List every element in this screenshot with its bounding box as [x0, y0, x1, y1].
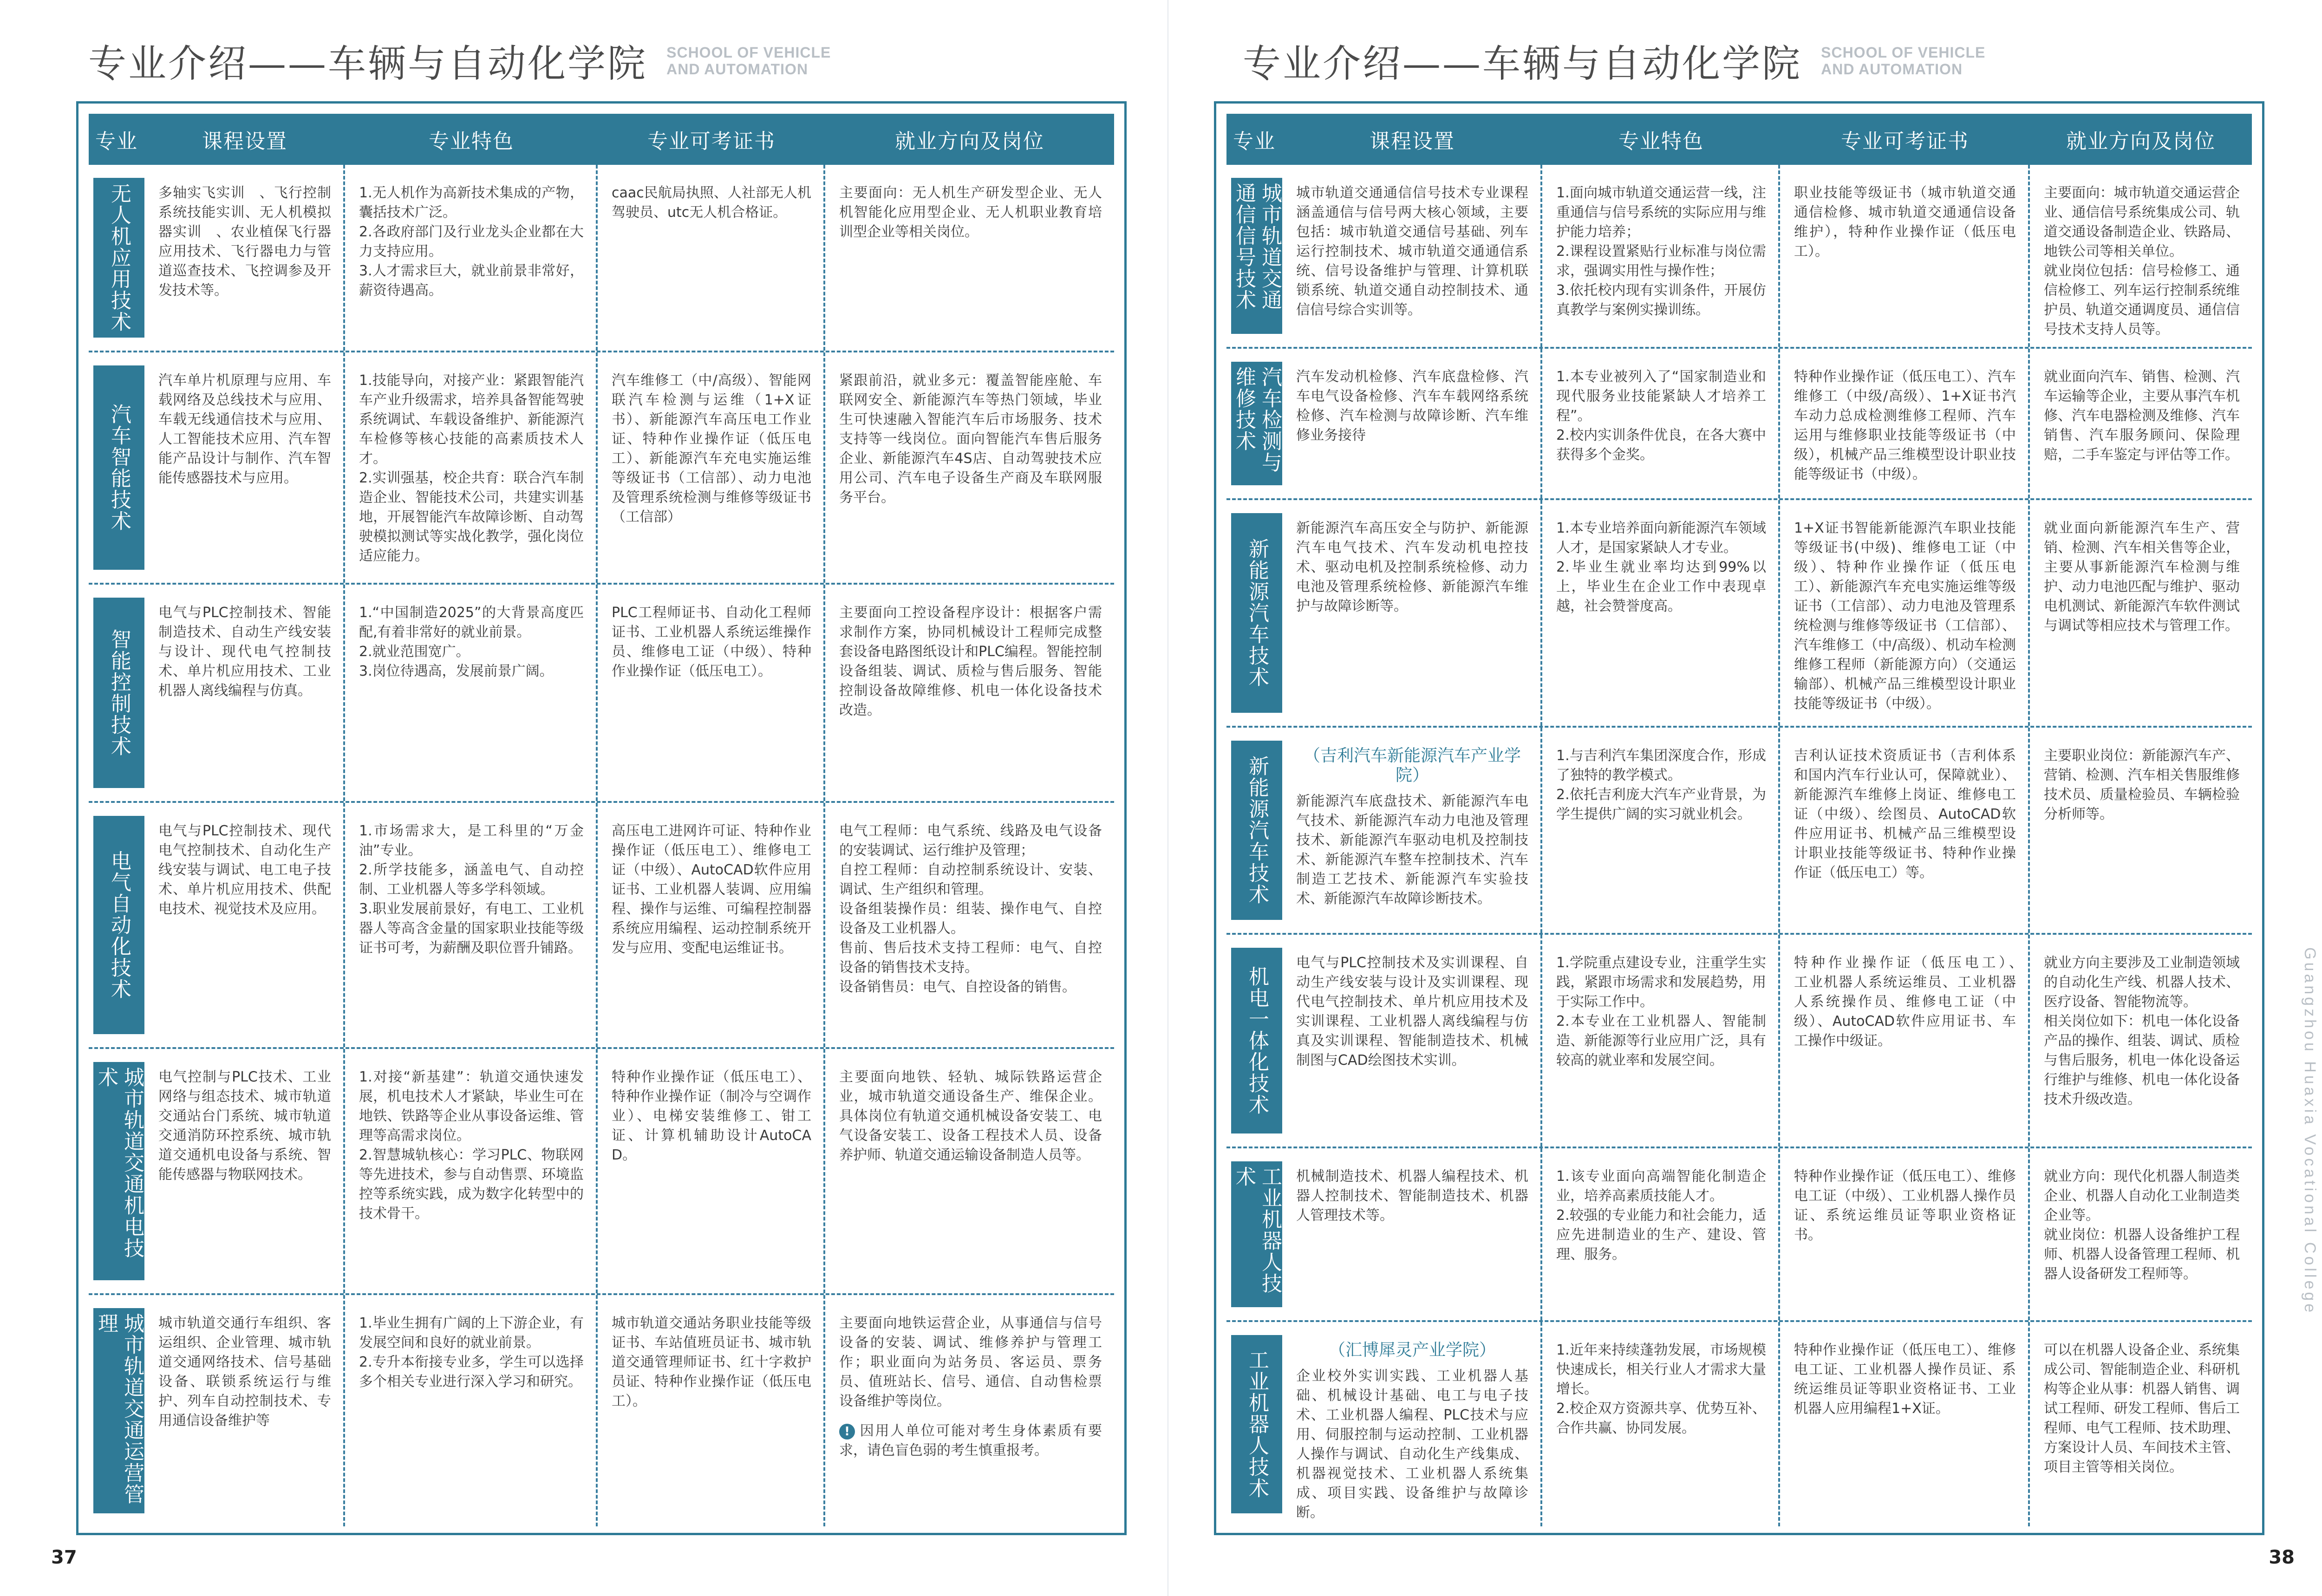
english-subtitle: SCHOOL OF VEHICLE AND AUTOMATION — [1821, 44, 1986, 78]
table-row — [89, 1047, 1114, 1293]
jobs-cell: 主要面向地铁运营企业，从事通信与信号设备的安装、调试、维修养护与管理工作；职业面向为站务员、客运员、票务员、值班站长、信号、通信、自动售检票设备维护等岗位。 ! 因用人单位可能对考生身体素质有要求，请色盲色弱的考生慎重报考。 — [825, 1295, 1114, 1526]
major-label: 智能控制技术 — [93, 598, 144, 788]
courses-cell: （汇博犀灵产业学院） 企业校外实训实践、工业机器人基础、机械设计基础、电工与电子技术、工业机器人编程、PLC技术与应用、伺服控制与运动控制、工业机器人操作与调试、自动化生产线集成、机器视觉技术、工业机器人系统集成、项目实践、设备维护与故障诊断。 — [1282, 1322, 1542, 1526]
major-label: 工业机器人技术 — [1231, 1161, 1282, 1307]
major-label: 汽车智能技术 — [93, 365, 144, 570]
jobs-cell: 主要面向地铁、轻轨、城际铁路运营企业，城市轨道交通设备生产、维保企业。具体岗位有轨道交通机械设备安装工、电气设备安装工、设备工程技术人员、设备养护师、轨道交通运输设备制造人员等。 — [839, 1069, 1102, 1163]
admission-note: ! 因用人单位可能对考生身体素质有要求，请色盲色弱的考生慎重报考。 — [839, 1423, 1102, 1459]
table-header — [1226, 114, 2252, 165]
page-header — [88, 33, 831, 94]
right-page — [1168, 0, 2322, 1596]
table-row — [89, 801, 1114, 1047]
jobs-cell: 就业方向：现代化机器人制造类企业、机器人自动化工业制造类企业等。 就业岗位：机器人设备维护工程师、机器人设备管理工程师、机器人设备研发工程师等。 — [2044, 1168, 2240, 1282]
page-header — [1243, 33, 1985, 94]
header-courses: 课程设置 — [202, 130, 287, 153]
page-title: 专业介绍——车辆与自动化学院 — [88, 42, 648, 86]
courses-cell: 电气与PLC控制技术及实训课程、自动生产线安装与设计及实训课程、现代电气控制技术、单片机应用技术及实训课程、工业机器人离线编程与仿真及实训课程、智能制造技术、机械制图与CAD绘图技术实训。 — [1282, 935, 1542, 1147]
features-cell: 1.本专业被列入了“国家制造业和现代服务业技能紧缺人才培养工程”。 2.校内实训条件优良，在各大赛中获得多个金奖。 — [1542, 349, 1780, 498]
table-row — [1226, 726, 2252, 933]
table-row — [89, 1293, 1114, 1526]
table-row — [89, 351, 1114, 583]
certificates-cell: 汽车维修工（中/高级）、智能网联汽车检测与运维（1+X证书）、新能源汽车高压电工作业证、特种作业操作证（低压电工）、新能源汽车充电实施运维等级证书（工信部）、动力电池及管理系统检测与维修等级证书（工信部） — [598, 352, 825, 583]
page-title: 专业介绍——车辆与自动化学院 — [1243, 42, 1802, 86]
features-cell: 1.与吉利汽车集团深度合作，形成了独特的教学模式。 2.依托吉利庞大汽车产业背景，为学生提供广阔的实习就业机会。 — [1542, 728, 1780, 933]
table-row — [1226, 498, 2252, 726]
jobs-cell: 主要职业岗位：新能源汽车产、营销、检测、汽车相关售服维修技术员、质量检验员、车辆检验分析师等。 — [2044, 748, 2240, 822]
header-courses: 课程设置 — [1370, 130, 1455, 153]
features-cell: 1.面向城市轨道交通运营一线，注重通信与信号系统的实际应用与维护能力培养； 2.课程设置紧贴行业标准与岗位需求，强调实用性与操作性； 3.依托校内现有实训条件，开展仿真教学与案例实操训练。 — [1542, 165, 1780, 347]
major-label: 汽车检测与维修技术 — [1231, 362, 1282, 485]
industry-college-name: （吉利汽车新能源汽车产业学院） — [1303, 746, 1521, 785]
major-label: 机电一体化技术 — [1231, 948, 1282, 1133]
courses-cell: 电气与PLC控制技术、智能制造技术、自动生产线安装与设计、现代电气控制技术、单片机应用技术、工业机器人离线编程与仿真。 — [144, 585, 345, 801]
industry-college-name: （汇博犀灵产业学院） — [1328, 1341, 1496, 1360]
table-row — [89, 583, 1114, 801]
features-cell: 1.市场需求大，是工科里的“万金油”专业。 2.所学技能多，涵盖电气、自动控制、工业机器人等多学科领域。 3.职业发展前景好，有电工、工业机器人等高含金量的国家职业技能等级证书可考，为薪酬及职位晋升铺路。 — [345, 803, 598, 1047]
header-certificates: 专业可考证书 — [647, 130, 776, 153]
courses-cell: 电气控制与PLC技术、工业网络与组态技术、城市轨道交通站台门系统、城市轨道交通消防环控系统、城市轨道交通机电设备与系统、智能传感器与物联网技术。 — [144, 1049, 345, 1293]
table-row — [1226, 347, 2252, 498]
certificates-cell: caac民航局执照、人社部无人机驾驶员、utc无人机合格证。 — [598, 165, 825, 351]
jobs-cell: 紧跟前沿，就业多元：覆盖智能座舱、车联网安全、新能源汽车等热门领域，毕业生可快速融入智能汽车后市场服务、技术支持等一线岗位。面向智能汽车售后服务企业、新能源汽车4S店、自动驾驶技术应用公司、汽车电子设备生产商及车联网服务平台。 — [839, 372, 1102, 506]
header-major: 专业 — [1233, 130, 1276, 153]
features-cell: 1.技能导向，对接产业：紧跟智能汽车产业升级需求，培养具备智能驾驶系统调试、车载设备维护、新能源汽车检修等核心技能的高素质技术人才。 2.实训强基，校企共育：联合汽车制造企业、智能技术公司，共建实训基地，开展智能汽车故障诊断、自动驾驶模拟测试等实战化教学，强化岗位适应能力。 — [345, 352, 598, 583]
major-label: 城市轨道交通机电技术 — [93, 1062, 144, 1280]
features-cell: 1.近年来持续蓬勃发展，市场规模快速成长，相关行业人才需求大量增长。 2.校企双方资源共享、优势互补、合作共赢、协同发展。 — [1542, 1322, 1780, 1526]
english-subtitle: SCHOOL OF VEHICLE AND AUTOMATION — [666, 44, 831, 78]
features-cell: 1.毕业生拥有广阔的上下游企业，有发展空间和良好的就业前景。 2.专升本衔接专业多，学生可以选择多个相关专业进行深入学习和研究。 — [345, 1295, 598, 1526]
features-cell: 1.“中国制造2025”的大背景高度匹配,有着非常好的就业前景。 2.就业范围宽广。 3.岗位待遇高，发展前景广阔。 — [345, 585, 598, 801]
jobs-cell: 可以在机器人设备企业、系统集成公司、智能制造企业、科研机构等企业从事：机器人销售、调试工程师、研发工程师、售后工程师、电气工程师、技术助理、方案设计人员、车间技术主管、项目主管等相关岗位。 — [2044, 1342, 2240, 1475]
certificates-cell: 特种作业操作证（低压电工）、特种作业操作证（制冷与空调作业）、电梯安装维修工、钳工证、计算机辅助设计AutoCAD。 — [598, 1049, 825, 1293]
header-features: 专业特色 — [1618, 130, 1704, 153]
certificates-cell: 特种作业操作证（低压电工）、 工业机器人系统运维员、工业机器人系统操作员、维修电工证（中级）、AutoCAD软件应用证书、车工操作中级证。 — [1780, 935, 2030, 1147]
courses-cell: 新能源汽车高压安全与防护、新能源汽车电气技术、汽车发动机电控技术、驱动电机及控制系统检修、动力电池及管理系统检修、新能源汽车维护与故障诊断等。 — [1282, 500, 1542, 726]
header-jobs: 就业方向及岗位 — [895, 130, 1044, 153]
jobs-cell: 主要面向工控设备程序设计：根据客户需求制作方案，协同机械设计工程师完成整套设备电路图纸设计和PLC编程。智能控制设备组装、调试、质检与售后服务、智能控制设备故障维修、机电一体化设备技术改造。 — [839, 605, 1102, 718]
exclamation-icon: ! — [839, 1424, 855, 1440]
courses-cell: 汽车单片机原理与应用、车载网络及总线技术与应用、车载无线通信技术与应用、人工智能技术应用、汽车智能产品设计与制作、汽车智能传感器技术与应用。 — [144, 352, 345, 583]
certificates-cell: 高压电工进网许可证、特种作业操作证（低压电工）、维修电工证（中级）、AutoCAD软件应用证书、工业机器人装调、应用编程、操作与运维、可编程控制器系统应用编程、运动控制系统开发与应用、变配电运维证书。 — [598, 803, 825, 1047]
certificates-cell: PLC工程师证书、自动化工程师证书、工业机器人系统运维操作员、维修电工证（中级）、特种作业操作证（低压电工）。 — [598, 585, 825, 801]
jobs-cell: 主要面向：城市轨道交通运营企业、通信信号系统集成公司、轨道交通设备制造企业、铁路局、地铁公司等相关单位。 就业岗位包括：信号检修工、通信检修工、列车运行控制系统维护员、轨道交通调度员、通信信号技术支持人员等。 — [2044, 185, 2240, 338]
certificates-cell: 职业技能等级证书（城市轨道交通通信检修、城市轨道交通通信设备维护），特种作业操作证（低压电工）。 — [1780, 165, 2030, 347]
table-row — [1226, 1320, 2252, 1526]
header-certificates: 专业可考证书 — [1841, 130, 1969, 153]
major-table — [1214, 101, 2264, 1535]
major-label: 新能源汽车技术 — [1231, 513, 1282, 713]
courses-cell: （吉利汽车新能源汽车产业学院） 新能源汽车底盘技术、新能源汽车电气技术、新能源汽车动力电池及管理技术、新能源汽车驱动电机及控制技术、新能源汽车整车控制技术、汽车制造工艺技术、新能源汽车实验技术、新能源汽车故障诊断技术。 — [1282, 728, 1542, 933]
certificates-cell: 特种作业操作证（低压电工）、维修电工证（中级）、工业机器人操作员证、系统运维员证等职业资格证书。 — [1780, 1148, 2030, 1320]
jobs-cell: 就业方向主要涉及工业制造领域的自动化生产线、机器人技术、医疗设备、智能物流等。 相关岗位如下：机电一体化设备产品的操作、组装、调试、质检与售后服务，机电一体化设备运行维护与维修、机电一体化设备技术升级改造。 — [2044, 955, 2240, 1107]
header-features: 专业特色 — [429, 130, 514, 153]
jobs-cell: 电气工程师：电气系统、线路及电气设备的安装调试、运行维护及管理； 自控工程师：自动控制系统设计、安装、调试、生产组织和管理。 设备组装操作员：组装、操作电气、自控设备及工业机器人。 售前、售后技术支持工程师：电气、自控设备的销售技术支持。 设备销售员：电气、自控设备的销售。 — [839, 823, 1102, 995]
major-label: 城市轨道交通通信信号技术 — [1231, 178, 1282, 334]
page-number: 37 — [51, 1547, 77, 1568]
jobs-cell: 就业面向汽车、销售、检测、汽车运输等企业，主要从事汽车机修、汽车电器检测及维修、汽车销售、汽车服务顾问、保险理赔，二手车鉴定与评估等工作。 — [2044, 369, 2240, 463]
major-table — [76, 101, 1127, 1535]
courses-cell: 城市轨道交通行车组织、客运组织、企业管理、城市轨道交通网络技术、信号基础设备、联锁系统运行与维护、列车自动控制技术、专用通信设备维护等 — [144, 1295, 345, 1526]
certificates-cell: 城市轨道交通站务职业技能等级证书、车站值班员证书、城市轨道交通管理师证书、红十字救护员证、特种作业操作证（低压电工）。 — [598, 1295, 825, 1526]
certificates-cell: 特种作业操作证（低压电工）、维修电工证、工业机器人操作员证、系统运维员证等职业资格证书、工业机器人应用编程1+X证。 — [1780, 1322, 2030, 1526]
features-cell: 1.本专业培养面向新能源汽车领域人才，是国家紧缺人才专业。 2.毕业生就业率均达到99%以上，毕业生在企业工作中表现卓越，社会赞誉度高。 — [1542, 500, 1780, 726]
major-label: 无人机应用技术 — [93, 178, 144, 338]
features-cell: 1.对接“新基建”：轨道交通快速发展，机电技术人才紧缺，毕业生可在地铁、铁路等企业从事设备运维、管理等高需求岗位。 2.智慧城轨核心：学习PLC、物联网等先进技术，参与自动售票、环境监控等系统实践，成为数字化转型中的技术骨干。 — [345, 1049, 598, 1293]
courses-cell: 汽车发动机检修、汽车底盘检修、汽车电气设备检修、汽车车载网络系统检修、汽车检测与故障诊断、汽车维修业务接待 — [1282, 349, 1542, 498]
courses-cell: 电气与PLC控制技术、现代电气控制技术、自动化生产线安装与调试、电工电子技术、单片机应用技术、供配电技术、视觉技术及应用。 — [144, 803, 345, 1047]
jobs-cell: 就业面向新能源汽车生产、营销、检测、汽车相关售等企业，主要从事新能源汽车检测与维护、动力电池匹配与维护、驱动电机测试、新能源汽车软件测试与调试等相应技术与管理工作。 — [2044, 520, 2240, 634]
certificates-cell: 特种作业操作证（低压电工）、汽车维修工（中级/高级）、1+X证书汽车动力总成检测维修工程师、汽车运用与维修职业技能等级证书（中级），机械产品三维模型设计职业技能等级证书（中级）。 — [1780, 349, 2030, 498]
courses-cell: 多轴实飞实训 、飞行控制系统技能实训、无人机模拟器实训 、农业植保飞行器应用技术、飞行器电力与管道巡查技术、飞控调参及开发技术等。 — [144, 165, 345, 351]
header-major: 专业 — [95, 130, 138, 153]
features-cell: 1.学院重点建设专业，注重学生实践，紧跟市场需求和发展趋势，用于实际工作中。 2.本专业在工业机器人、智能制造、新能源等行业应用广泛，具有较高的就业率和发展空间。 — [1542, 935, 1780, 1147]
features-cell: 1.该专业面向高端智能化制造企业，培养高素质技能人才。 2.较强的专业能力和社会能力，适应先进制造业的生产、建设、管理、服务。 — [1542, 1148, 1780, 1320]
major-label: 工业机器人技术 — [1231, 1335, 1282, 1513]
courses-cell: 机械制造技术、机器人编程技术、机器人控制技术、智能制造技术、机器人管理技术等。 — [1282, 1148, 1542, 1320]
jobs-cell: 主要面向：无人机生产研发型企业、无人机智能化应用型企业、无人机职业教育培训型企业等相关岗位。 — [839, 185, 1102, 240]
page-number: 38 — [2269, 1547, 2295, 1568]
certificates-cell: 吉利认证技术资质证书（吉利体系和国内汽车行业认可，保障就业）、新能源汽车维修上岗证、维修电工证（中级）、绘图员、AutoCAD软件应用证书、机械产品三维模型设计职业技能等级证书、特种作业操作证（低压电工）等。 — [1780, 728, 2030, 933]
major-label: 电气自动化技术 — [93, 816, 144, 1034]
table-header — [89, 114, 1114, 165]
major-label: 城市轨道交通运营管理 — [93, 1308, 144, 1513]
college-name-vertical: Guangzhou Huaxia Vocational College — [2301, 947, 2319, 1316]
features-cell: 1.无人机作为高新技术集成的产物，囊括技术广泛。 2.各政府部门及行业龙头企业都在大力支持应用。 3.人才需求巨大，就业前景非常好，薪资待遇高。 — [345, 165, 598, 351]
table-row — [1226, 1147, 2252, 1320]
major-label: 新能源汽车技术 — [1231, 741, 1282, 920]
certificates-cell: 1+X证书智能新能源汽车职业技能等级证书(中级)、维修电工证（中级）、特种作业操作证（低压电工）、新能源汽车充电实施运维等级证书（工信部）、动力电池及管理系统检测与维修等级证书（工信部）、汽车维修工（中/高级）、机动车检测维修工程师（新能源方向）（交通运输部）、机械产品三维模型设计职业技能等级证书（中级）。 — [1780, 500, 2030, 726]
header-jobs: 就业方向及岗位 — [2066, 130, 2216, 153]
table-row — [89, 165, 1114, 351]
table-row — [1226, 165, 2252, 347]
courses-cell: 城市轨道交通通信信号技术专业课程涵盖通信与信号两大核心领域，主要包括：城市轨道交通信号基础、列车运行控制技术、城市轨道交通通信系统、信号设备维护与管理、计算机联锁系统、轨道交通自动控制技术、通信信号综合实训等。 — [1282, 165, 1542, 347]
table-row — [1226, 933, 2252, 1147]
